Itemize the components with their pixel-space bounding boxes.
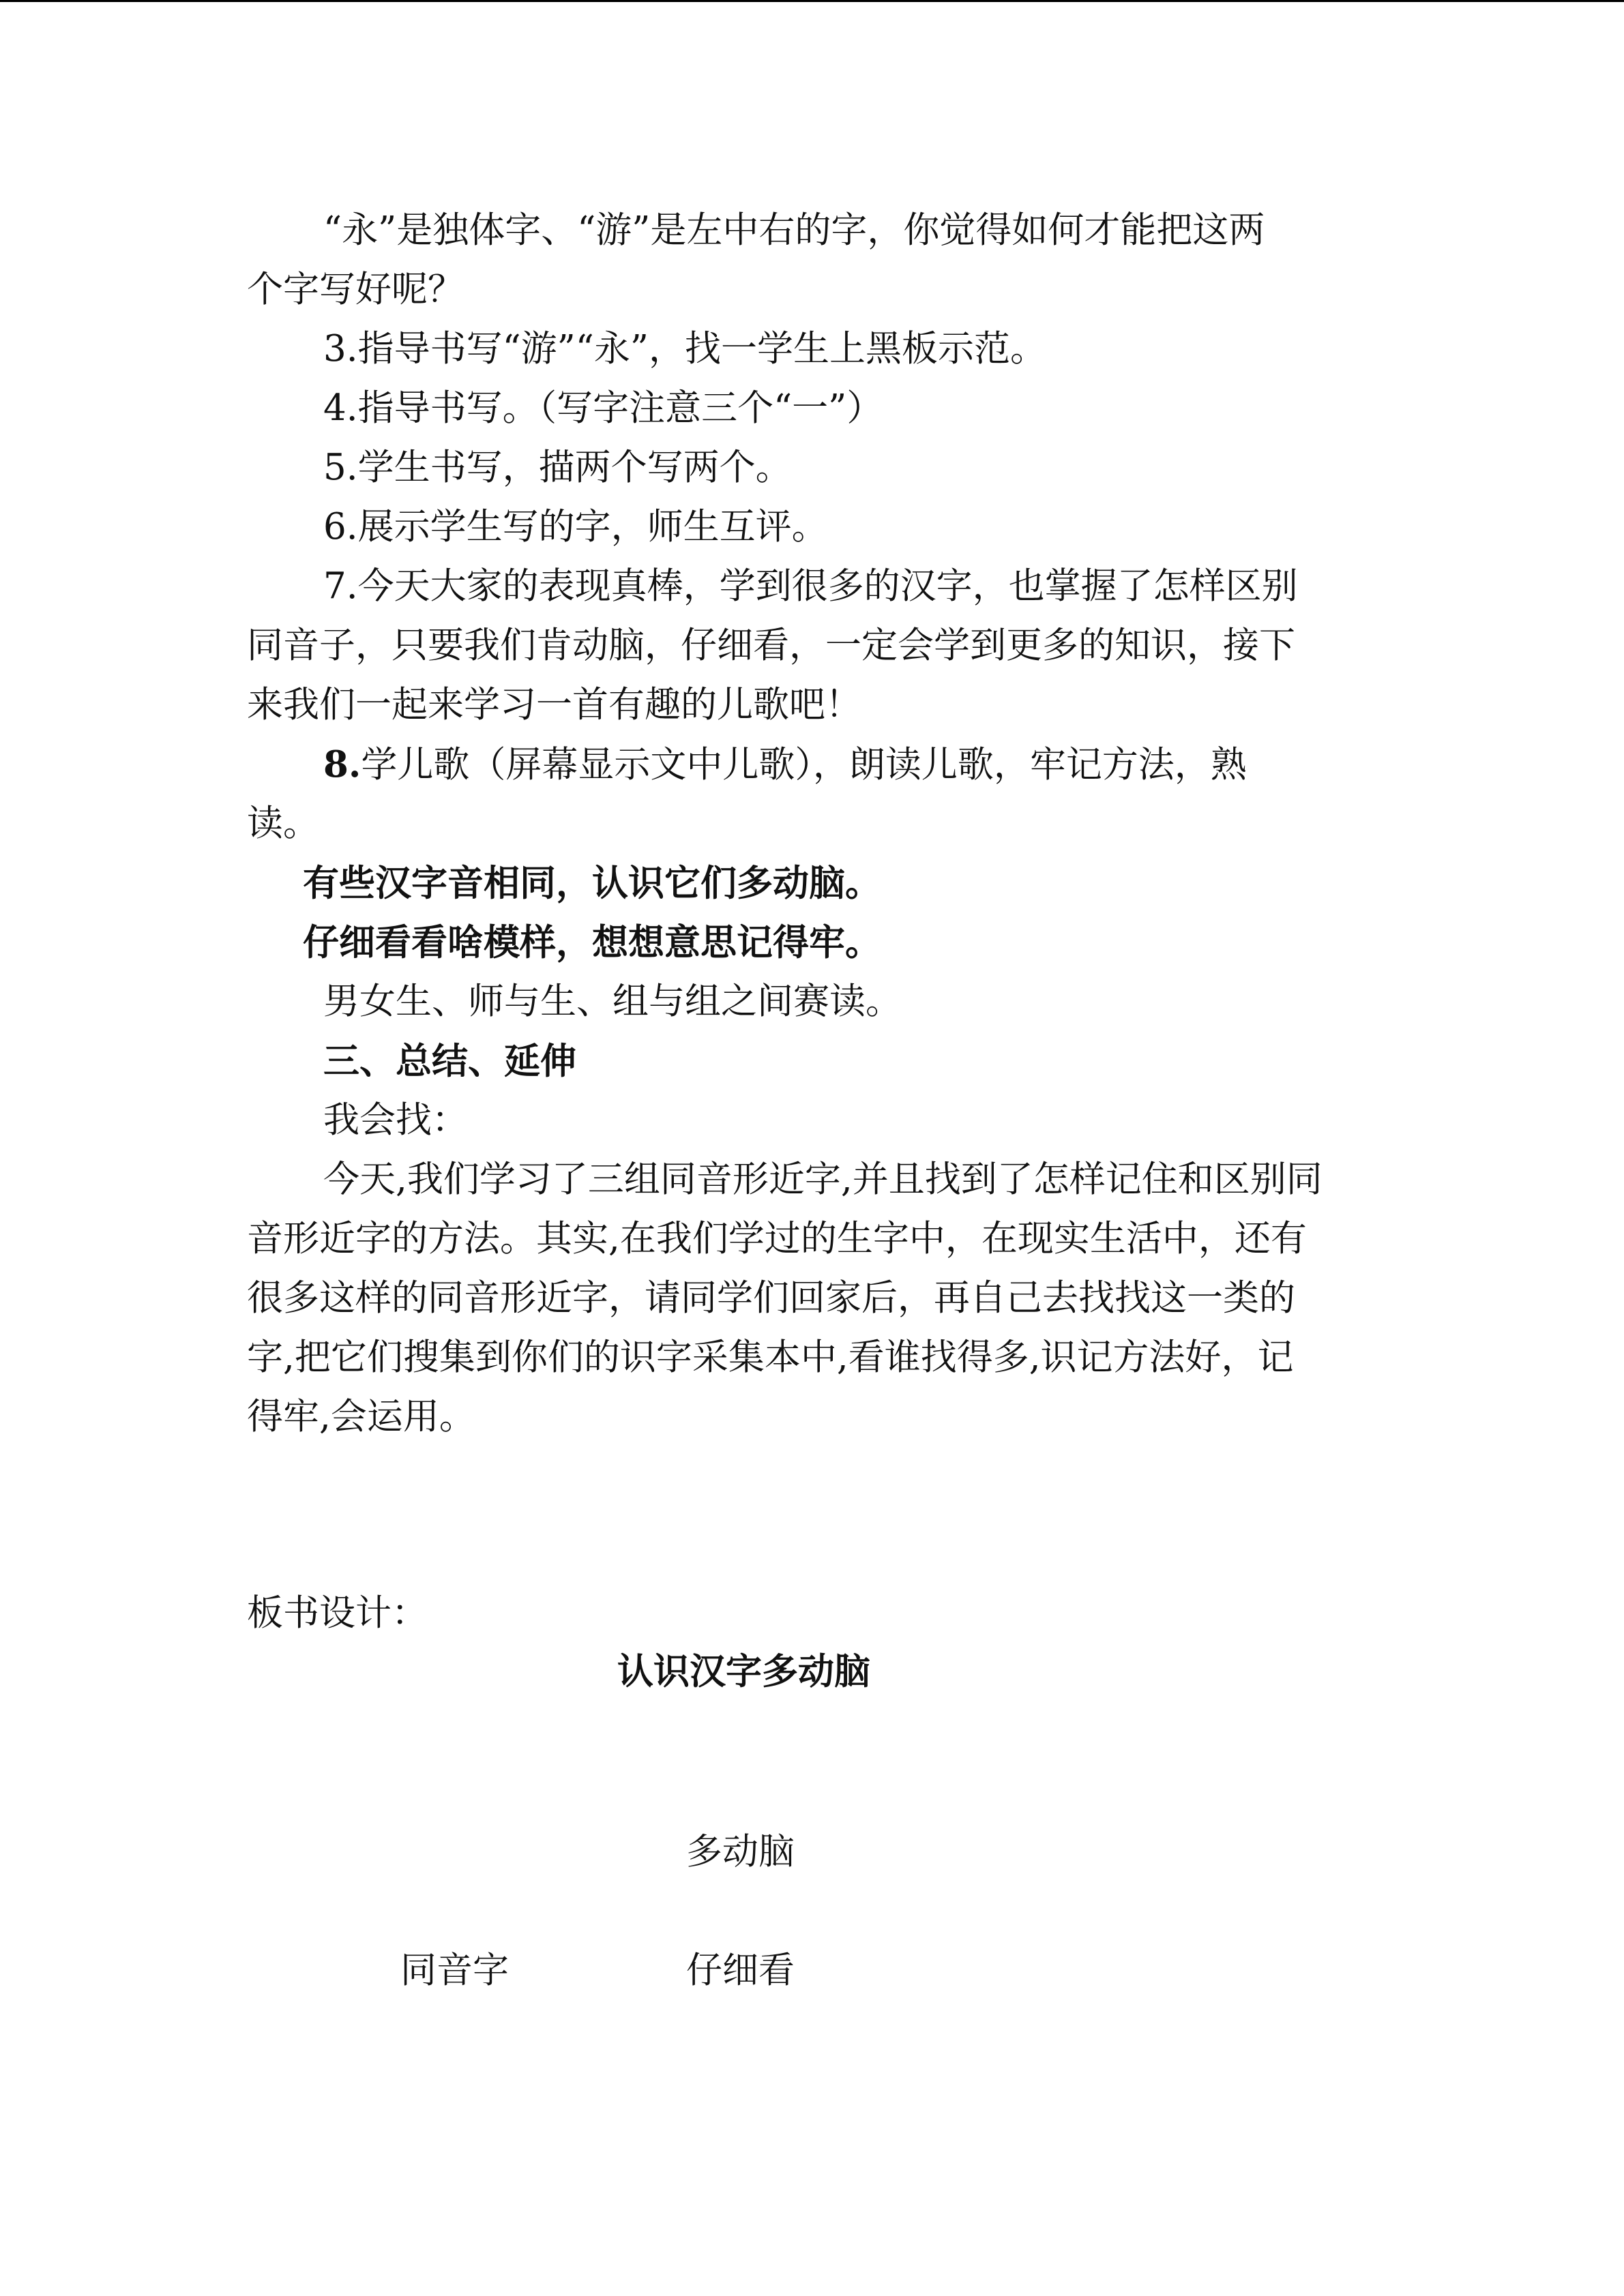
paragraph-line: 字,把它们搜集到你们的识字采集本中,看谁找得多,识记方法好，记 [247,1337,1294,1378]
step-8-text: 学儿歌（屏幕显示文中儿歌），朗读儿歌，牢记方法，熟 [361,744,1247,786]
step-4: 4.指导书写。（写字注意三个“一”） [323,387,883,429]
board-item-zixikan: 仔细看 [686,1950,795,1991]
board-title: 认识汉字多动脑 [617,1650,870,1693]
board-item-tongyinzi: 同音字 [400,1950,509,1991]
paragraph-line: 读。 [247,803,319,844]
rhyme-line: 有些汉字音相同，认识它们多动脑。 [303,862,881,904]
paragraph-line: 很多这样的同音形近字，请同学们回家后，再自己去找找这一类的 [247,1277,1295,1319]
step-8 [323,743,1247,787]
section-heading: 三、总结、延伸 [323,1040,576,1082]
step-6: 6.展示学生写的字，师生互评。 [323,506,828,548]
page-top-border [0,0,1624,2]
rhyme-line: 仔细看看啥模样，想想意思记得牢。 [303,921,881,964]
board-item-duodongnao: 多动脑 [686,1831,795,1873]
board-label: 板书设计： [247,1592,428,1634]
paragraph-line: 个字写好呢？ [247,269,464,310]
paragraph-line: 同音子，只要我们肯动脑，仔细看，一定会学到更多的知识，接下 [247,625,1295,666]
step-5: 5.学生书写，描两个写两个。 [323,447,792,488]
paragraph-line: 音形近字的方法。其实,在我们学过的生字中，在现实生活中，还有 [247,1218,1307,1259]
paragraph-line: “永”是独体字、“游”是左中右的字，你觉得如何才能把这两 [323,209,1265,251]
step-3: 3.指导书写“游”“永”，找一学生上黑板示范。 [323,328,1046,370]
step-7: 7.今天大家的表现真棒，学到很多的汉字，也掌握了怎样区别 [323,565,1298,607]
paragraph-line: 来我们一起来学习一首有趣的儿歌吧！ [247,684,861,726]
step-8-number: 8. [323,743,361,786]
paragraph-line: 我会找： [323,1099,468,1141]
paragraph-line: 男女生、师与生、组与组之间赛读。 [323,981,902,1022]
paragraph-line: 今天,我们学习了三组同音形近字,并且找到了怎样记住和区别同 [323,1159,1323,1200]
paragraph-line: 得牢,会运用。 [247,1396,475,1437]
